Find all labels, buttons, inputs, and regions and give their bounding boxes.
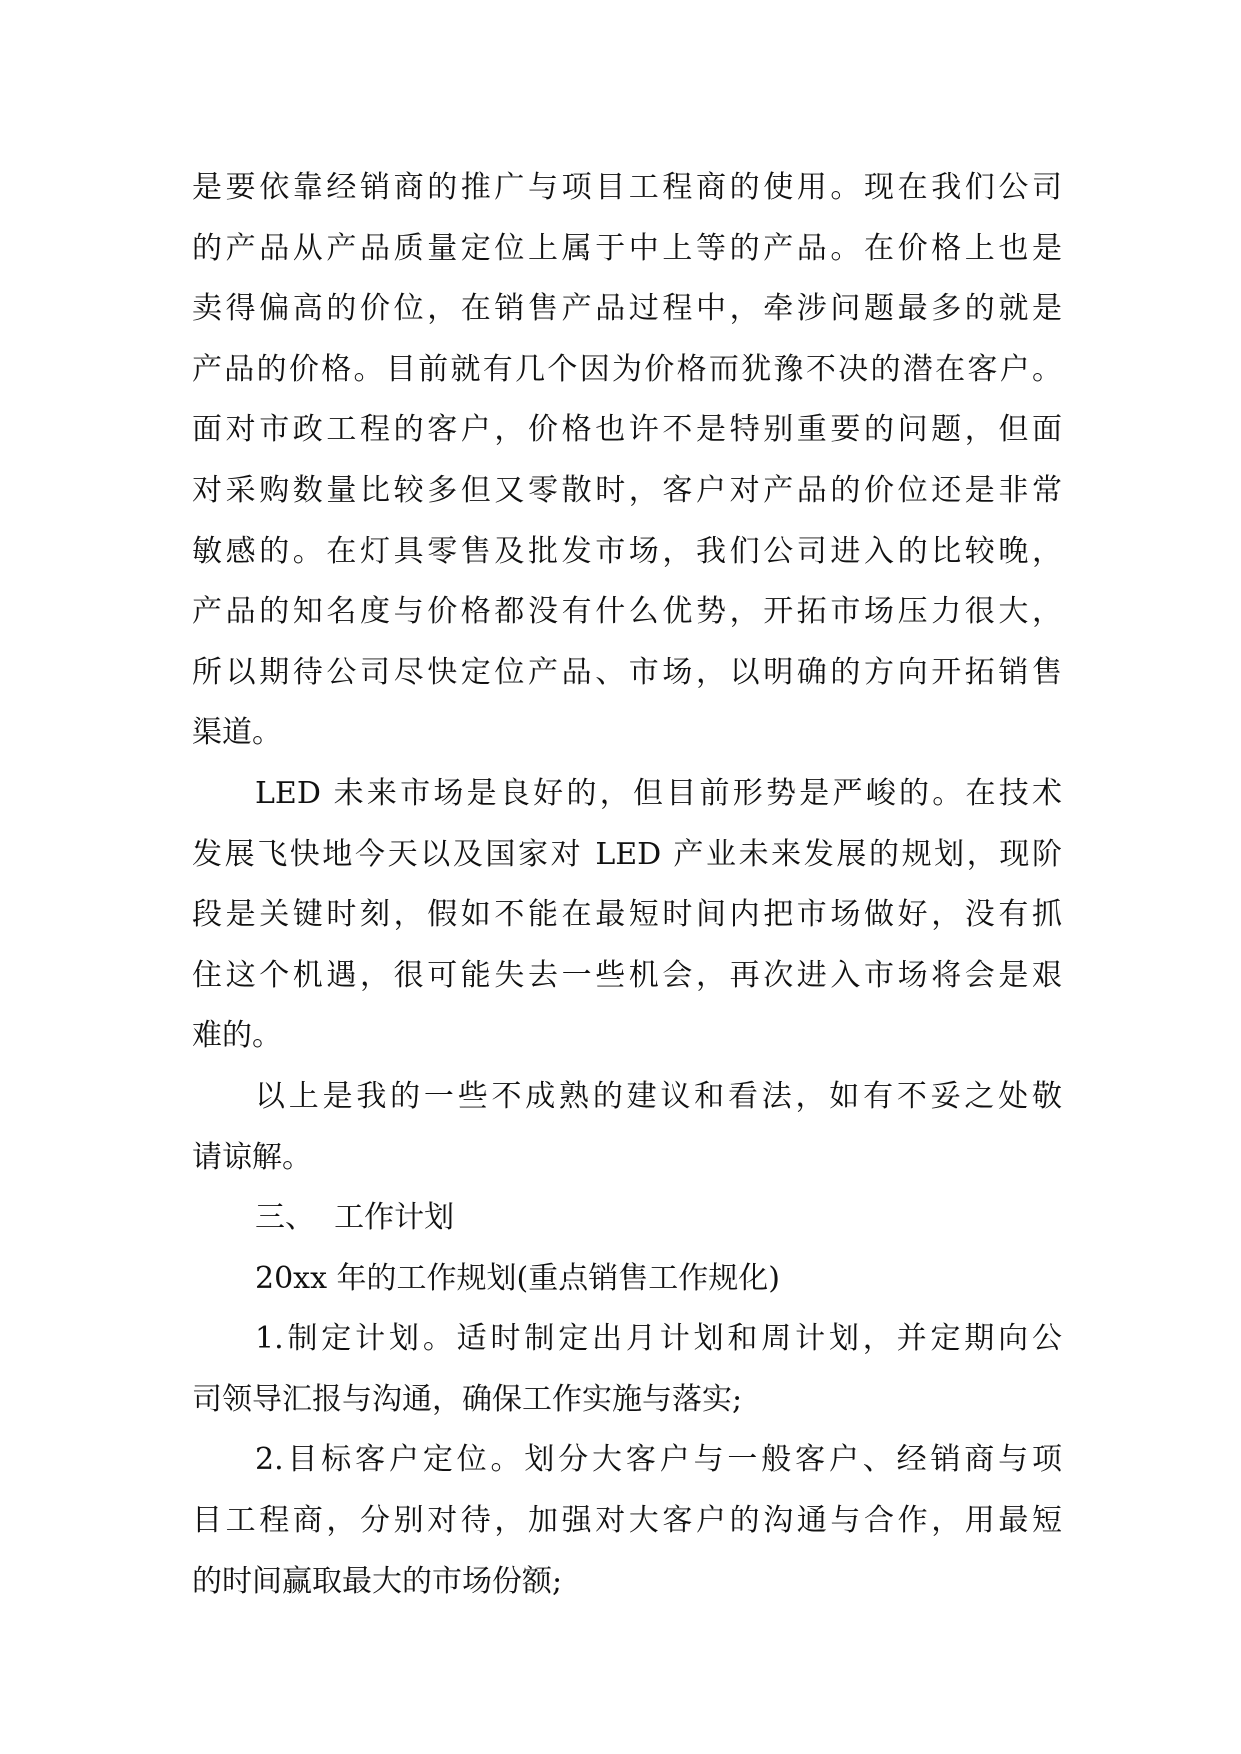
text-line: 渠道。 bbox=[192, 715, 282, 751]
document-body bbox=[192, 158, 1062, 1612]
text-line: 住这个机遇，很可能失去一些机会，再次进入市场将会是艰 bbox=[192, 957, 1062, 993]
text-line: 请谅解。 bbox=[192, 1139, 312, 1175]
text-line: 所以期待公司尽快定位产品、市场，以明确的方向开拓销售 bbox=[192, 654, 1062, 690]
text-line: 对采购数量比较多但又零散时，客户对产品的价位还是非常 bbox=[192, 472, 1062, 508]
text-line: 的产品从产品质量定位上属于中上等的产品。在价格上也是 bbox=[192, 230, 1062, 266]
text-line: 产品的知名度与价格都没有什么优势，开拓市场压力很大， bbox=[192, 594, 1062, 630]
text-line: 卖得偏高的价位，在销售产品过程中，牵涉问题最多的就是 bbox=[192, 291, 1062, 327]
text-line: LED 未来市场是良好的，但目前形势是严峻的。在技术 bbox=[255, 775, 1062, 811]
text-line: 以上是我的一些不成熟的建议和看法，如有不妥之处敬 bbox=[255, 1078, 1062, 1114]
text-line: 20xx 年的工作规划(重点销售工作规化) bbox=[255, 1260, 780, 1296]
text-line: 难的。 bbox=[192, 1018, 282, 1054]
text-line: 的时间赢取最大的市场份额; bbox=[192, 1563, 563, 1599]
text-line: 目工程商，分别对待，加强对大客户的沟通与合作，用最短 bbox=[192, 1503, 1062, 1539]
text-line: 产品的价格。目前就有几个因为价格而犹豫不决的潜在客户。 bbox=[192, 351, 1062, 387]
text-line: 是要依靠经销商的推广与项目工程商的使用。现在我们公司 bbox=[192, 170, 1062, 205]
text-line: 司领导汇报与沟通，确保工作实施与落实; bbox=[192, 1381, 743, 1417]
text-line: 段是关键时刻，假如不能在最短时间内把市场做好，没有抓 bbox=[192, 897, 1062, 933]
text-line: 2.目标客户定位。划分大客户与一般客户、经销商与项 bbox=[255, 1442, 1062, 1478]
text-line: 三、 工作计划 bbox=[255, 1200, 455, 1236]
text-line: 面对市政工程的客户，价格也许不是特别重要的问题，但面 bbox=[192, 412, 1062, 448]
text-line: 敏感的。在灯具零售及批发市场，我们公司进入的比较晚， bbox=[192, 533, 1062, 569]
text-line: 1.制定计划。适时制定出月计划和周计划，并定期向公 bbox=[255, 1321, 1062, 1357]
text-line: 发展飞快地今天以及国家对 LED 产业未来发展的规划，现阶 bbox=[192, 836, 1062, 872]
